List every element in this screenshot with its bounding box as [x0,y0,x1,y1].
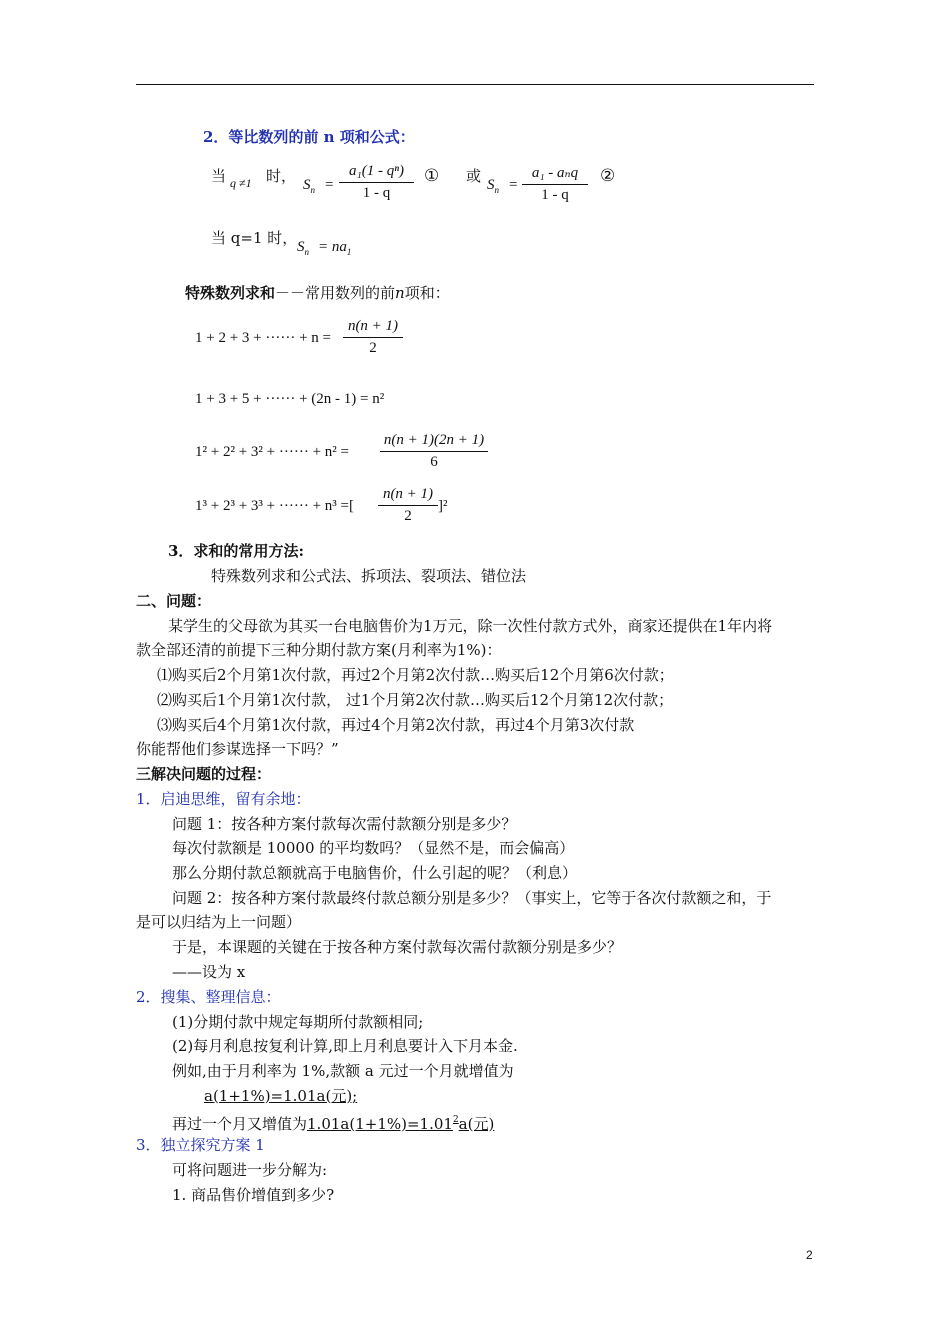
equals-2: = [509,177,518,193]
step-2-title: 2．搜集、整理信息： [136,988,281,1006]
cond1-time: 时， [266,167,297,185]
sum4-left: 1³ + 2³ + 3³ + ······ + n³ =[ [195,498,355,514]
example-value: a(1+1%)=1.01a(元); [204,1087,358,1105]
sum4-fraction: n(n + 1) 2 [378,486,438,525]
cond2-label: 当 q=1 时， [211,229,298,247]
sum3-fraction: n(n + 1)(2n + 1) 6 [380,432,488,471]
question-1-b: 那么分期付款总额就高于电脑售价，什么引起的呢？（利息） [172,864,578,882]
let-x: ——设为 x [172,963,246,981]
formula-1-numerator: a₁(1 - qⁿ) [349,163,404,179]
question-1: 问题 1：按各种方案付款每次需付款额分别是多少？ [172,815,517,833]
step-1-title: 1．启迪思维，留有余地： [136,790,311,808]
methods-text: 特殊数列求和公式法、拆项法、裂项法、错位法 [211,567,527,585]
formula-1-fraction [339,163,414,202]
sum3-left: 1² + 2² + 3² + ······ + n² = [195,444,350,460]
sum4-right: ]² [438,498,448,514]
section-2-title: 2．等比数列的前 n 项和公式： [203,128,415,146]
plan-2: ⑵购买后1个月第1次付款， 过1个月第2次付款…购买后12个月第12次付款； [157,691,674,709]
formula-2-numerator: a₁ - aₙq [531,165,579,181]
info-1: (1)分期付款中规定每期所付款额相同; [172,1013,424,1031]
key-question: 于是，本课题的关键在于按各种方案付款每次需付款额分别是多少？ [172,938,623,956]
item-1: 1. 商品售价增值到多少? [172,1186,335,1204]
question-2-line-2: 是可以归结为上一问题） [136,913,302,931]
further-line: 可将问题进一步分解为: [172,1161,328,1179]
question-1-a: 每次付款额是 10000 的平均数吗？（显然不是，而会偏高） [172,839,575,857]
formula-2-denominator: 1 - q [541,187,569,203]
special-sum-heading: 特殊数列求和－－常用数列的前n项和： [185,284,450,302]
sn-symbol-2: $S_n$ [487,177,499,195]
equals-1: = [325,177,334,193]
formula-3: = $na_1$ [318,239,352,257]
ask-line: 你能帮他们参谋选择一下吗？” [136,740,339,758]
cond1-q: q ≠1 [230,176,252,190]
circle-1: ① [424,166,440,186]
info-2: (2)每月利息按复利计算,即上月利息要计入下月本金. [172,1037,518,1055]
question-2-line-1: 问题 2：按各种方案付款最终付款总额分别是多少？（事实上，它等于各次付款额之和，于 [172,889,772,907]
formula-1-denominator: 1 - q [362,185,391,201]
circle-2: ② [600,166,616,186]
step-3-title: 3．独立探究方案 1 [136,1136,265,1154]
header-rule [136,84,814,85]
part-2-title: 二、问题： [136,592,212,610]
section-3-title: 3．求和的常用方法: [168,542,304,560]
again-line: 再过一个月又增值为$1.01a(1+1\%)=1.01^2a$(元) [172,1115,495,1133]
sn-symbol-1: $S_n$ [303,177,315,195]
problem-line-2: 款全部还清的前提下三种分期付款方案(月利率为1%)： [136,641,502,659]
problem-line-1: 某学生的父母欲为其买一台电脑售价为1万元，除一次性付款方式外，商家还提供在1年内将 [168,617,773,635]
example-line: 例如,由于月利率为 1%,款额 a 元过一个月就增值为 [172,1062,514,1080]
sum2: 1 + 3 + 5 + ······ + (2n - 1) = n² [195,391,385,407]
sn-symbol-3: $S_n$ [297,239,309,257]
sum1-fraction: n(n + 1) 2 [343,318,403,357]
or-label: 或 [466,167,482,185]
part-3-title: 三解决问题的过程： [136,765,272,783]
plan-3: ⑶购买后4个月第1次付款，再过4个月第2次付款，再过4个月第3次付款 [157,716,635,734]
sum1-left: 1 + 2 + 3 + ······ + n = [195,330,332,346]
formula-2-fraction [522,163,588,204]
cond1-label: 当 [211,167,227,185]
page-number: 2 [806,1248,813,1262]
plan-1: ⑴购买后2个月第1次付款，再过2个月第2次付款…购买后12个月第6次付款； [157,666,674,684]
